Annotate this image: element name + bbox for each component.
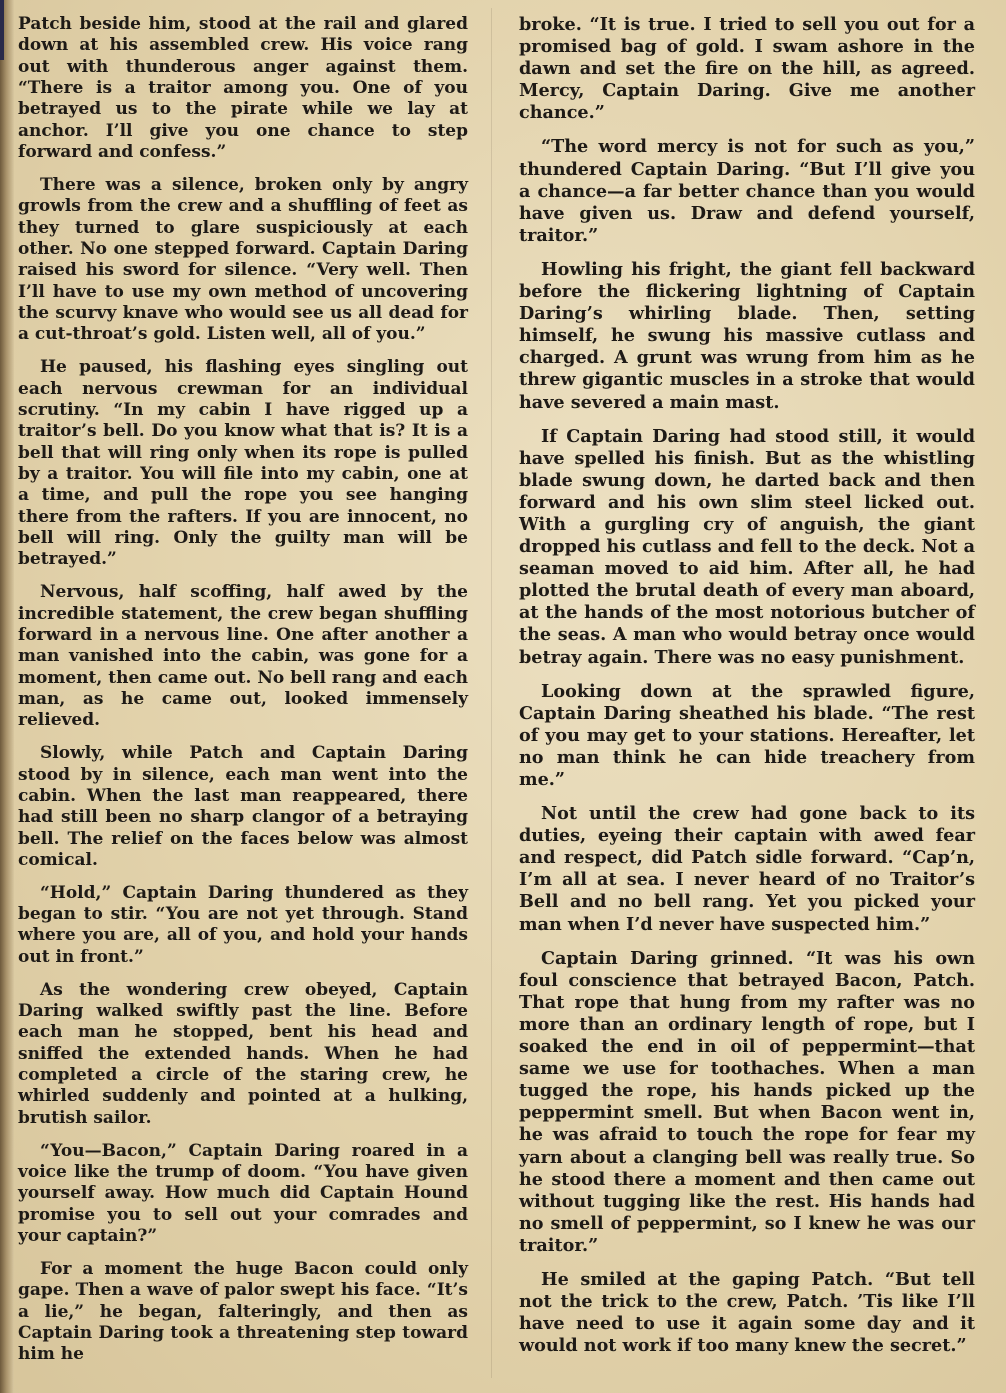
paragraph: If Captain Daring had stood still, it would have spelled his finish. But as the whistling blade swung down, he darted back and then forward and his own slim steel licked out. With a gurgling cry of anguish, the giant dropped his cutlass and fell to the deck. Not a seaman moved to aid him. After all, he had plotted the brutal death of every man aboard, at the hands of the most notorious butcher of the seas. A man who would betray once would betray again. There was no easy punishment. [519, 425, 975, 668]
page-binding-edge [0, 0, 14, 1393]
paragraph: For a moment the huge Bacon could only gape. Then a wave of palor swept his face. “It’s a lie,” he began, falteringly, and then as Captain Daring took a threatening step toward him he [18, 1258, 468, 1365]
paragraph: Not until the crew had gone back to its duties, eyeing their captain with awed fear and respect, did Patch sidle forward. “Cap’n, I’m all at sea. I never heard of no Traitor’s Bell and no bell rang. Yet you picked your man when I’d never have suspected him.” [519, 803, 975, 935]
right-column [519, 14, 975, 1369]
left-column [18, 14, 468, 1377]
paragraph: Slowly, while Patch and Captain Daring stood by in silence, each man went into the cabin. When the last man reappeared, there had still been no sharp clangor of a betraying bell. The relief on the faces below was almost comical. [18, 743, 468, 870]
paragraph: “Hold,” Captain Daring thundered as they began to stir. “You are not yet through. Stand where you are, all of you, and hold your hands out in front.” [18, 882, 468, 967]
paragraph: Looking down at the sprawled figure, Captain Daring sheathed his blade. “The rest of you may get to your stations. Hereafter, let no man think he can hide treachery from me.” [519, 680, 975, 790]
paragraph: Nervous, half scoffing, half awed by the incredible statement, the crew began shuffling forward in a nervous line. One after another a man vanished into the cabin, was gone for a moment, then came out. No bell rang and each man, as he came out, looked immensely relieved. [18, 582, 468, 731]
paragraph: There was a silence, broken only by angry growls from the crew and a shuffling of feet as they turned to glare suspiciously at each other. No one stepped forward. Captain Daring raised his sword for silence. “Very well. Then I’ll have to use my own method of uncovering the scurvy knave who would see us all dead for a cut-throat’s gold. Listen well, all of you.” [18, 174, 468, 345]
binding-spine-mark [0, 0, 4, 60]
paragraph: Patch beside him, stood at the rail and glared down at his assembled crew. His voice rang out with thunderous anger against them. “There is a traitor among you. One of you betrayed us to the pirate while we lay at anchor. I’ll give you one chance to step forward and confess.” [18, 14, 468, 163]
paragraph: Howling his fright, the giant fell backward before the flickering lightning of Captain Daring’s whirling blade. Then, setting himself, he swung his massive cutlass and charged. A grunt was wrung from him as he threw gigantic muscles in a stroke that would have severed a main mast. [519, 258, 975, 413]
column-gutter [491, 8, 492, 1378]
paragraph: As the wondering crew obeyed, Captain Daring walked swiftly past the line. Before each man he stopped, bent his head and sniffed the extended hands. When he had completed a circle of the staring crew, he whirled suddenly and pointed at a hulking, brutish sailor. [18, 979, 468, 1128]
paragraph: “You—Bacon,” Captain Daring roared in a voice like the trump of doom. “You have given yourself away. How much did Captain Hound promise you to sell out your comrades and your captain?” [18, 1140, 468, 1247]
paragraph: Captain Daring grinned. “It was his own foul conscience that betrayed Bacon, Patch. That rope that hung from my rafter was no more than an ordinary length of rope, but I soaked the end in oil of peppermint—that same we use for toothaches. When a man tugged the rope, his hands picked up the peppermint smell. But when Bacon went in, he was afraid to touch the rope for fear my yarn about a clanging bell was really true. So he stood there a moment and then came out without tugging like the rest. His hands had no smell of peppermint, so I knew he was our traitor.” [519, 947, 975, 1256]
paragraph: He paused, his flashing eyes singling out each nervous crewman for an individual scrutiny. “In my cabin I have rigged up a traitor’s bell. Do you know what that is? It is a bell that will ring only when its rope is pulled by a traitor. You will file into my cabin, one at a time, and pull the rope you see hanging there from the rafters. If you are innocent, no bell will ring. Only the guilty man will be betrayed.” [18, 357, 468, 570]
paragraph: “The word mercy is not for such as you,” thundered Captain Daring. “But I’ll give you a chance—a far better chance than you would have given us. Draw and defend yourself, traitor.” [519, 136, 975, 246]
paragraph: broke. “It is true. I tried to sell you out for a promised bag of gold. I swam ashore in the dawn and set the fire on the hill, as agreed. Mercy, Captain Daring. Give me another chance.” [519, 14, 975, 124]
paragraph: He smiled at the gaping Patch. “But tell not the trick to the crew, Patch. ’Tis like I’ll have need to use it again some day and it would not work if too many knew the secret.” [519, 1268, 975, 1357]
